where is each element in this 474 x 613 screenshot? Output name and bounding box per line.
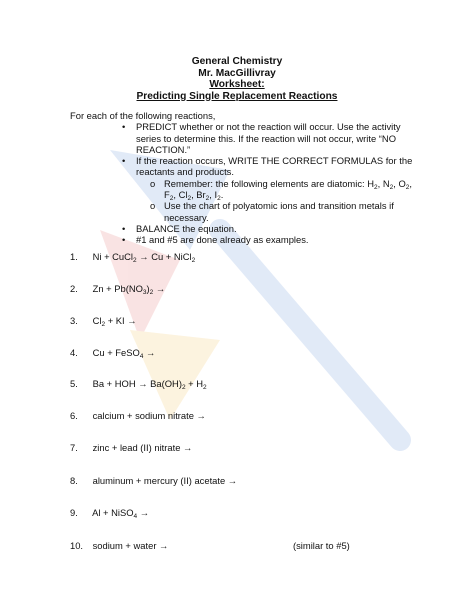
sub-instruction-list [136,178,415,223]
instruction-item [122,121,415,155]
circle-bullet-icon: o [150,200,156,212]
question-4: 4. Cu + FeSO$_4$ → [70,347,156,360]
sub-instruction-text: Remember: the following elements are diatomic: [164,177,365,189]
instructions [70,110,415,246]
sub-instruction-text: Use the chart of polyatomic ions and transition metals if necessary. [164,200,394,223]
worksheet-header [0,56,474,102]
question-6: 6. calcium + sodium nitrate → [70,410,206,421]
circle-bullet-icon: o [150,177,156,189]
bullet-icon: • [122,222,126,234]
teacher-name: Mr. MacGillivray [198,67,276,79]
diatomic-list: $H_2$, $N_2$, $O_2$, $F_2$, $Cl_2$, $Br_2$, $I_2$. [164,177,413,203]
instruction-list [70,121,415,245]
instruction-item [122,155,415,223]
instruction-item [122,223,415,234]
instruction-text: BALANCE the equation. [136,222,237,234]
question-10-note: (similar to #5) [293,540,350,551]
sub-instruction-item [150,200,415,223]
instruction-text: #1 and #5 are done already as examples. [136,234,309,246]
question-5: 5. Ba + HOH → $Ba(OH)_2 + H_2$ [70,378,207,391]
course-title: General Chemistry [191,56,283,67]
question-1: 1. Ni + CuCl$_2$ → Cu + NiCl$_2$ [70,251,196,264]
worksheet-title: Predicting Single Replacement Reactions [136,90,338,102]
bullet-icon: • [122,155,126,167]
question-2: 2. $Zn + Pb(NO_3)_2$ → [70,283,166,296]
question-10: 10. sodium + water → [70,540,169,551]
bullet-icon: • [122,121,126,133]
question-7: 7. zinc + lead (II) nitrate → [70,442,193,453]
question-8: 8. aluminum + mercury (II) acetate → [70,475,238,486]
sub-instruction-item [150,178,415,201]
instructions-lead: For each of the following reactions, [70,110,216,121]
question-9: 9. Al + NiSO$_4$ → [70,507,150,520]
question-3: 3. $Cl_2$ + KI → [70,315,137,328]
worksheet-label: Worksheet: [209,79,265,90]
instruction-text: PREDICT whether or not the reaction will occur. Use the activity series to determine this. If the reaction will not occur, write “NO REACTION.” [136,121,401,155]
instruction-item [122,234,415,245]
instruction-text: If the reaction occurs, WRITE THE CORRECT FORMULAS for the reactants and products. [136,155,413,178]
bullet-icon: • [122,234,126,246]
